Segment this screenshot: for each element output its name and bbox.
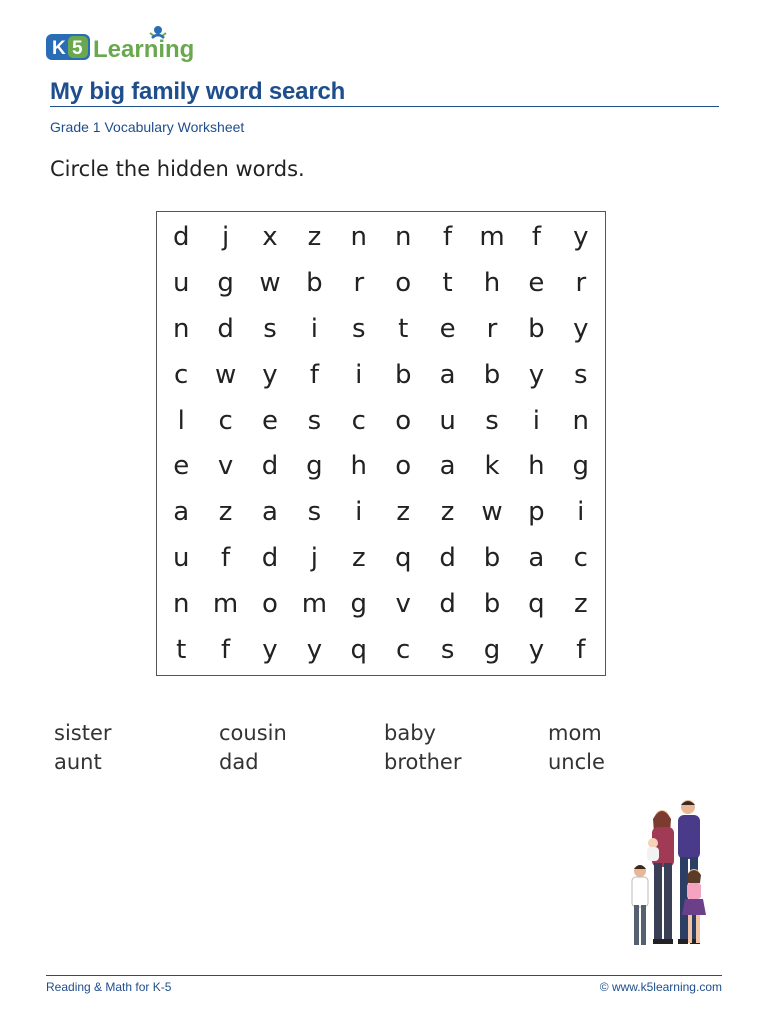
title-divider	[50, 106, 719, 107]
grid-letter[interactable]: c	[573, 543, 588, 574]
grid-letter[interactable]: r	[575, 267, 587, 298]
word-list	[54, 721, 694, 779]
grid-letter[interactable]: d	[261, 451, 279, 482]
grid-letter[interactable]: s	[307, 497, 322, 528]
grid-letter[interactable]: n	[172, 589, 190, 620]
grid-letter[interactable]: s	[263, 313, 277, 344]
grid-letter[interactable]: z	[573, 589, 588, 620]
grid-letter[interactable]: s	[352, 313, 366, 344]
footer-website[interactable]: © www.k5learning.com	[599, 980, 722, 994]
grid-letter[interactable]: s	[485, 405, 499, 436]
grid-letter[interactable]: i	[310, 313, 318, 344]
grid-letter[interactable]: q	[528, 589, 545, 620]
grid-letter[interactable]: q	[394, 543, 412, 574]
word-list-item: aunt	[54, 750, 102, 774]
grid-letter[interactable]: g	[483, 635, 501, 666]
word-list-item: baby	[384, 721, 436, 745]
page-title: My big family word search	[50, 78, 346, 105]
grid-letter[interactable]: m	[212, 589, 239, 620]
grid-letter[interactable]: e	[528, 267, 545, 298]
grid-letter[interactable]: y	[306, 635, 323, 666]
grid-letter[interactable]: d	[217, 313, 234, 344]
grid-letter[interactable]: d	[172, 221, 190, 252]
grid-letter[interactable]: y	[262, 635, 278, 666]
grid-letter[interactable]: i	[355, 359, 363, 390]
grid-letter[interactable]: u	[172, 267, 190, 298]
grid-letter[interactable]: x	[262, 221, 278, 252]
grid-letter[interactable]: n	[394, 221, 412, 252]
word-search-grid	[156, 211, 606, 676]
word-list-item: brother	[384, 750, 462, 774]
grid-letter[interactable]: c	[396, 635, 411, 666]
grid-letter[interactable]: o	[395, 451, 412, 482]
footer-divider	[46, 975, 722, 976]
grid-letter[interactable]: e	[261, 405, 278, 436]
grid-letter[interactable]: w	[481, 497, 503, 528]
word-list-item: sister	[54, 721, 112, 745]
grid-letter[interactable]: t	[442, 267, 453, 298]
grid-letter[interactable]: n	[350, 221, 368, 252]
svg-text:Learning: Learning	[93, 36, 195, 63]
grid-letter[interactable]: z	[307, 221, 322, 252]
grid-letter[interactable]: v	[395, 589, 411, 620]
grid-letter[interactable]: l	[177, 405, 185, 436]
grid-letter[interactable]: j	[310, 543, 318, 574]
grid-letter[interactable]: d	[261, 543, 279, 574]
grid-letter[interactable]: f	[221, 635, 231, 666]
grid-letter[interactable]: o	[262, 589, 278, 620]
grid-letter[interactable]: f	[221, 543, 231, 574]
grid-letter[interactable]: b	[483, 543, 501, 574]
grid-letter[interactable]: z	[218, 497, 233, 528]
grid-letter[interactable]: y	[573, 221, 589, 252]
grid-letter[interactable]: g	[350, 589, 368, 620]
grid-letter[interactable]: m	[301, 589, 328, 620]
instruction-text: Circle the hidden words.	[50, 157, 305, 181]
worksheet-subtitle: Grade 1 Vocabulary Worksheet	[50, 119, 245, 135]
grid-letter[interactable]: t	[176, 635, 187, 666]
grid-letter[interactable]: e	[173, 451, 190, 482]
grid-letter[interactable]: r	[353, 267, 365, 298]
grid-letter[interactable]: h	[350, 451, 368, 482]
grid-letter[interactable]: y	[528, 635, 545, 666]
grid-letter[interactable]: s	[574, 359, 588, 390]
grid-letter[interactable]: w	[214, 359, 237, 390]
grid-letter[interactable]: f	[309, 359, 319, 390]
footer-tagline: Reading & Math for K-5	[46, 980, 172, 994]
word-list-item: cousin	[219, 721, 287, 745]
grid-letter[interactable]: d	[439, 589, 456, 620]
letter-grid	[157, 212, 605, 675]
grid-letter[interactable]: d	[439, 543, 456, 574]
grid-letter[interactable]: y	[528, 359, 545, 390]
grid-letter[interactable]: j	[221, 221, 230, 252]
grid-letter[interactable]: a	[173, 497, 190, 528]
grid-letter[interactable]: q	[350, 635, 368, 666]
grid-letter[interactable]: t	[398, 313, 409, 344]
grid-letter[interactable]: a	[439, 451, 456, 482]
grid-letter[interactable]: c	[218, 405, 233, 436]
grid-letter[interactable]: h	[483, 267, 501, 298]
grid-letter[interactable]: i	[532, 405, 540, 436]
grid-letter[interactable]: c	[351, 405, 366, 436]
grid-letter[interactable]: i	[577, 497, 585, 528]
grid-letter[interactable]: b	[394, 359, 412, 390]
grid-letter[interactable]: f	[576, 635, 586, 666]
grid-letter[interactable]: z	[351, 543, 366, 574]
grid-letter[interactable]: p	[528, 497, 545, 528]
family-illustration	[628, 797, 720, 957]
word-list-item: mom	[548, 721, 602, 745]
grid-letter[interactable]: b	[483, 359, 501, 390]
svg-text:K: K	[52, 38, 66, 59]
word-list-item: uncle	[548, 750, 605, 774]
grid-letter[interactable]: u	[439, 405, 456, 436]
grid-letter[interactable]: a	[262, 497, 278, 528]
grid-letter[interactable]: n	[172, 313, 190, 344]
grid-letter[interactable]: s	[307, 405, 322, 436]
grid-letter[interactable]: s	[440, 635, 455, 666]
grid-letter[interactable]: g	[217, 267, 234, 298]
grid-letter[interactable]: b	[306, 267, 323, 298]
grid-letter[interactable]: o	[395, 405, 412, 436]
grid-letter[interactable]: v	[217, 451, 234, 482]
grid-letter[interactable]: h	[528, 451, 545, 482]
grid-letter[interactable]: c	[174, 359, 189, 390]
grid-letter[interactable]: f	[531, 221, 541, 252]
grid-letter[interactable]: i	[355, 497, 363, 528]
grid-letter[interactable]: w	[259, 267, 281, 298]
grid-letter[interactable]: g	[572, 451, 590, 482]
grid-letter[interactable]: b	[483, 589, 501, 620]
grid-letter[interactable]: r	[486, 313, 498, 344]
grid-letter[interactable]: b	[528, 313, 545, 344]
grid-letter[interactable]: m	[479, 221, 505, 252]
grid-letter[interactable]: a	[439, 359, 456, 390]
grid-letter[interactable]: f	[443, 221, 453, 252]
grid-letter[interactable]: o	[395, 267, 412, 298]
grid-letter[interactable]: a	[528, 543, 545, 574]
grid-letter[interactable]: k	[484, 451, 500, 482]
k5-learning-logo	[46, 24, 198, 66]
grid-letter[interactable]: y	[573, 313, 589, 344]
grid-letter[interactable]: y	[262, 359, 278, 390]
word-list-item: dad	[219, 750, 259, 774]
svg-text:5: 5	[72, 38, 83, 59]
grid-letter[interactable]: u	[172, 543, 190, 574]
grid-letter[interactable]: n	[572, 405, 590, 436]
grid-letter[interactable]: z	[396, 497, 411, 528]
grid-letter[interactable]: e	[439, 313, 456, 344]
grid-letter[interactable]: g	[306, 451, 323, 482]
grid-letter[interactable]: z	[440, 497, 455, 528]
